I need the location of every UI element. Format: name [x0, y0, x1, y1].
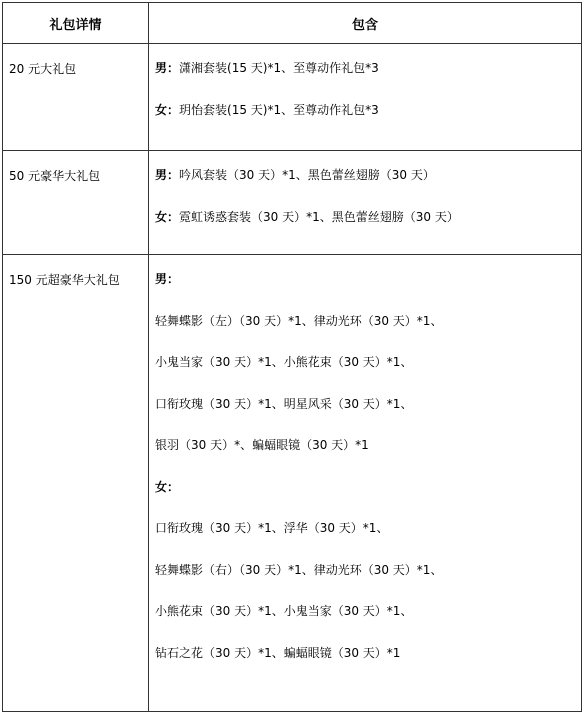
- gender-label: 女：: [155, 102, 180, 117]
- content-line: [155, 311, 581, 353]
- content-line: [155, 207, 581, 249]
- gender-label: 男：: [155, 168, 180, 182]
- content-line: [155, 394, 581, 436]
- content-line: [155, 165, 581, 207]
- package-name: 150 元超豪华大礼包: [3, 255, 149, 712]
- table-header-row: [3, 3, 582, 44]
- content-line: [155, 100, 581, 142]
- table-row: [3, 44, 582, 151]
- table-row: [3, 151, 582, 255]
- content-line: [155, 477, 581, 519]
- content-line: [155, 560, 581, 602]
- item-text: 小鬼当家（30 天）*1、小熊花束（30 天）*1、: [155, 355, 413, 369]
- item-text: 潇湘套装(15 天)*1、至尊动作礼包*3: [179, 61, 379, 75]
- table-row: [3, 255, 582, 712]
- gender-label: 女：: [155, 479, 180, 494]
- package-contents: [149, 255, 582, 712]
- content-line: [155, 352, 581, 394]
- item-text: 轻舞蝶影（左）（30 天）*1、律动光环（30 天）*1、: [155, 313, 443, 328]
- package-contents: [149, 44, 582, 151]
- header-package-details: 礼包详情: [3, 3, 149, 44]
- item-text: 口衔玫瑰（30 天）*1、明星风采（30 天）*1、: [155, 396, 413, 411]
- gender-label: 男：: [155, 272, 180, 286]
- item-text: 轻舞蝶影（右）（30 天）*1、律动光环（30 天）*1、: [155, 562, 443, 577]
- gender-label: 女：: [155, 209, 180, 224]
- content-line: [155, 643, 581, 685]
- content-line: [155, 58, 581, 100]
- gender-label: 男：: [155, 61, 180, 75]
- package-name: 20 元大礼包: [3, 44, 149, 151]
- item-text: 口衔玫瑰（30 天）*1、浮华（30 天）*1、: [155, 521, 389, 535]
- item-text: 小熊花束（30 天）*1、小鬼当家（30 天）*1、: [155, 604, 413, 618]
- item-text: 霓虹诱惑套装（30 天）*1、黑色蕾丝翅膀（30 天）: [179, 209, 459, 224]
- item-text: 吟风套装（30 天）*1、黑色蕾丝翅膀（30 天）: [179, 168, 435, 182]
- content-line: [155, 518, 581, 560]
- item-text: 玥怡套装(15 天)*1、至尊动作礼包*3: [179, 102, 379, 117]
- item-text: 银羽（30 天）*、蝙蝠眼镜（30 天）*1: [155, 438, 369, 452]
- content-line: [155, 269, 581, 311]
- item-text: 钻石之花（30 天）*1、蝙蝠眼镜（30 天）*1: [155, 645, 401, 660]
- package-name: 50 元豪华大礼包: [3, 151, 149, 255]
- gift-package-table: [2, 2, 582, 712]
- header-contents: 包含: [149, 3, 582, 44]
- content-line: [155, 435, 581, 477]
- content-line: [155, 601, 581, 643]
- package-contents: [149, 151, 582, 255]
